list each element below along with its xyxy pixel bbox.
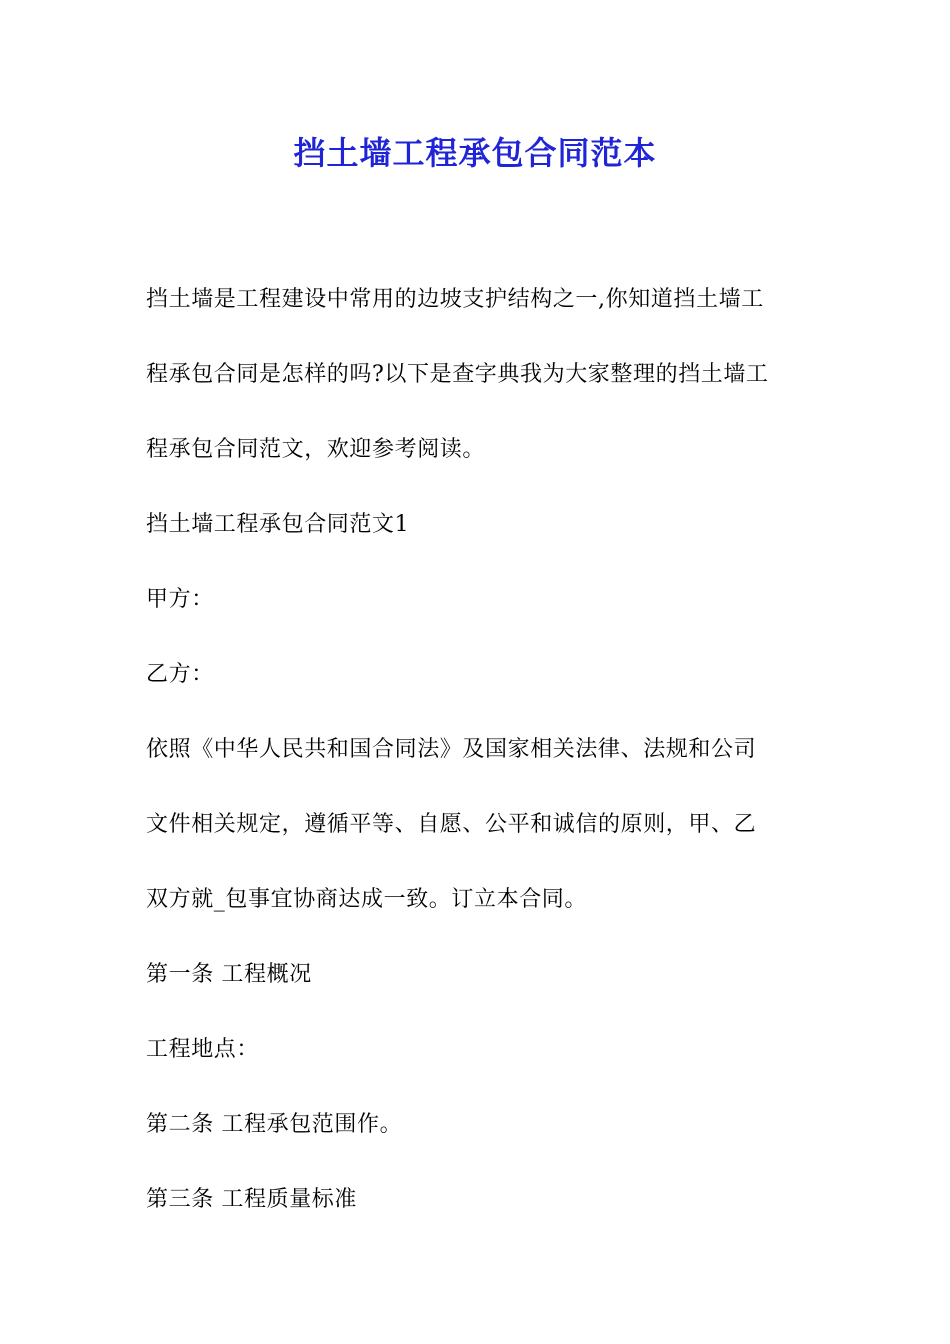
intro-line-2: 程承包合同是怎样的吗?以下是查字典我为大家整理的挡土墙工	[146, 362, 769, 387]
project-location-label: 工程地点：	[146, 1037, 260, 1062]
basis-line-3: 双方就_包事宜协商达成一致。订立本合同。	[146, 887, 588, 912]
article-1-heading: 第一条 工程概况	[146, 962, 312, 987]
party-b-label: 乙方：	[146, 662, 214, 687]
basis-line-1: 依照《中华人民共和国合同法》及国家相关法律、法规和公司	[146, 737, 757, 762]
section-heading: 挡土墙工程承包合同范文1	[146, 512, 410, 537]
party-a-label: 甲方：	[146, 587, 214, 612]
document-title: 挡土墙工程承包合同范本	[293, 134, 657, 172]
article-3-heading: 第三条 工程质量标准	[146, 1187, 357, 1212]
basis-line-2: 文件相关规定，遵循平等、自愿、公平和诚信的原则，甲、乙	[146, 812, 757, 837]
document-body	[146, 262, 808, 1237]
intro-line-1: 挡土墙是工程建设中常用的边坡支护结构之一,你知道挡土墙工	[146, 287, 764, 312]
article-2-heading: 第二条 工程承包范围作。	[146, 1112, 403, 1137]
intro-line-3: 程承包合同范文，欢迎参考阅读。	[146, 437, 486, 462]
